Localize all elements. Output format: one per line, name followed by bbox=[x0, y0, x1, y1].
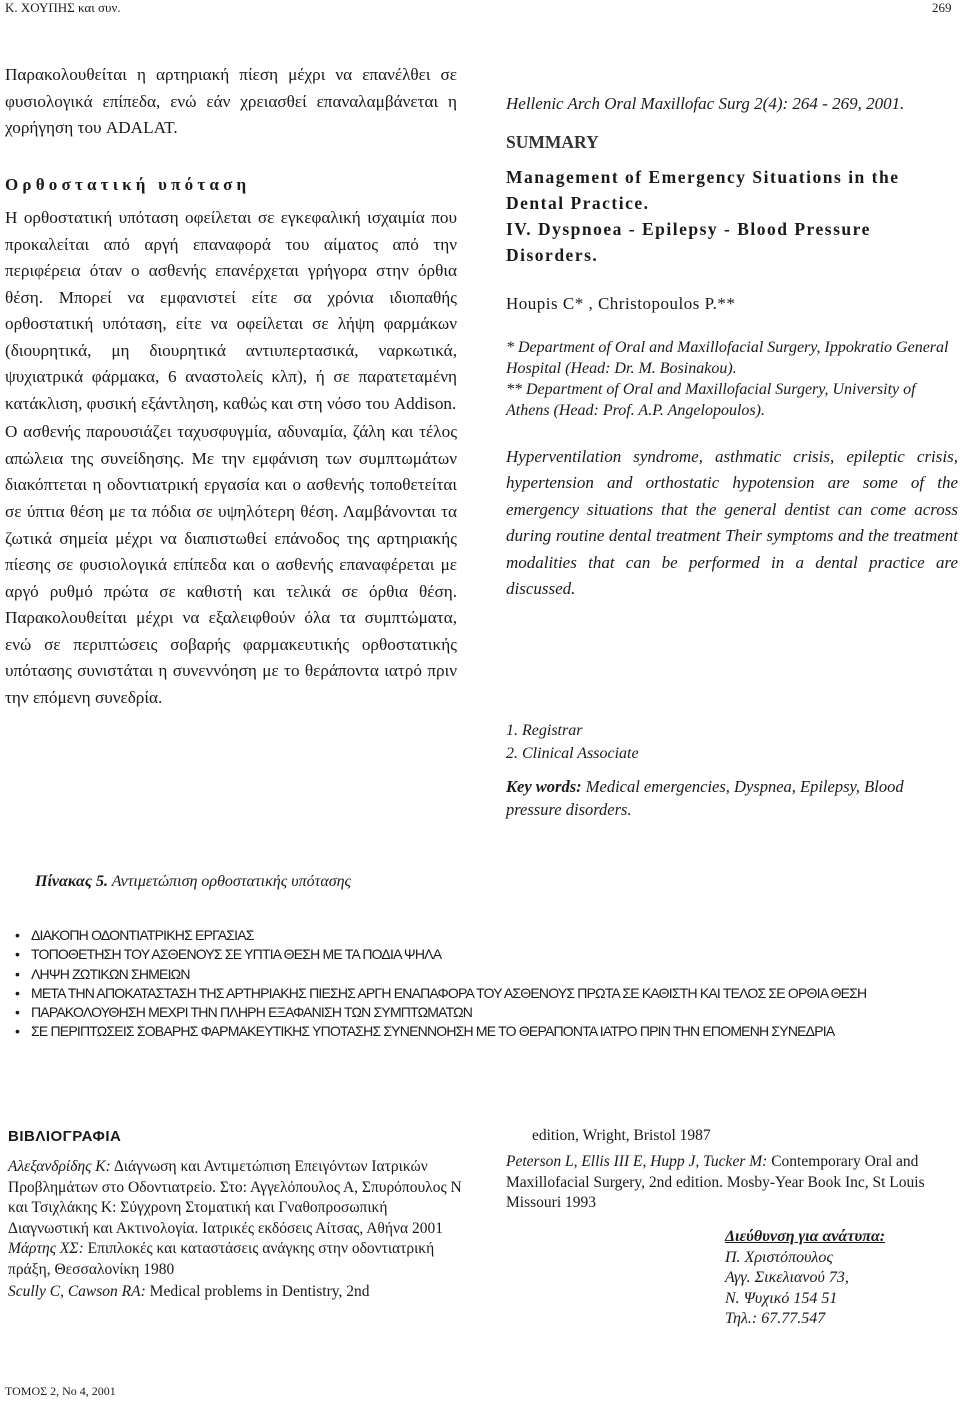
table-bullet-item bbox=[15, 965, 935, 984]
bullet-dot: • bbox=[15, 984, 20, 1001]
correspondence-name: Π. Χριστόπουλος bbox=[725, 1248, 833, 1266]
table-bullet-item bbox=[15, 945, 935, 964]
reference-1-authors: Αλεξανδρίδης Κ: bbox=[8, 1158, 111, 1175]
issue-footer: ΤΟΜΟΣ 2, Νο 4, 2001 bbox=[5, 1384, 116, 1398]
left-column bbox=[5, 62, 457, 142]
reference-1-text: Διάγνωση και Αντιμετώπιση Επειγόντων Ιατρικών Προβλημάτων στο Οδοντιατρείο. Στο: Αγγελόπουλος Α, Σπυρόπουλος Ν και Τσιχλάκης Κ: Σύγχρονη Στοματική και Γναθοπροσωπική Διαγνωστική και Ακτινολογία. Ιατρικές εκδόσεις Αίτσας, Αθήνα 2001 bbox=[8, 1158, 462, 1237]
correspondence-label: Διεύθυνση για ανάτυπα: bbox=[725, 1228, 886, 1245]
bullet-text: ΔΙΑΚΟΠΗ ΟΔΟΝΤΙΑΤΡΙΚΗΣ ΕΡΓΑΣΙΑΣ bbox=[31, 927, 254, 943]
table-caption-label: Πίνακας 5. bbox=[35, 873, 108, 890]
reference-4-authors: Peterson L, Ellis III E, Hupp J, Tucker M: bbox=[506, 1153, 768, 1170]
reference-3 bbox=[8, 1282, 463, 1303]
abstract: Hyperventilation syndrome, asthmatic crisis, epileptic crisis, hypertension and orthostatic hypotension are some of the emergency situations that the general dentist can come across during routine dental treatment Their symptoms and the treatment modalities that can be performed in a dental practice are discussed. bbox=[506, 447, 958, 599]
bullet-dot: • bbox=[15, 965, 20, 982]
references-left bbox=[8, 1157, 463, 1303]
references-heading: ΒΙΒΛΙΟΓΡΑΦΙΑ bbox=[8, 1128, 122, 1145]
correspondence-address bbox=[725, 1227, 955, 1330]
bullet-text: ΤΟΠΟΘΕΤΗΣΗ ΤΟΥ ΑΣΘΕΝΟΥΣ ΣΕ ΥΠΤΙΑ ΘΕΣΗ ΜΕ ΤΑ ΠΟΔΙΑ ΨΗΛΑ bbox=[31, 946, 442, 963]
paragraph-orthostatic-management: Ο ασθενής παρουσιάζει ταχυσφυγμία, αδυναμία, ζάλη και τέλος απώλεια της συνείδησης. Με την εμφάνιση των συμπτωμάτων διακόπτεται η οδοντιατρική εργασία και ο ασθενής τοποθετείται σε ύπτια θέση με τα πόδια σε υψηλότερη θέση. Λαμβάνονται τα ζωτικά σημεία μέχρι να διαπιστωθεί επάνοδος της αρτηριακής πίεσης σε φυσιολογικά επίπεδα και ο ασθενής επαναφέρεται με αργό ρυθμό πρώτα σε καθιστή και τελικά σε όρθια θέση. Παρακολουθείται μέχρι να εξαλειφθούν όλα τα συμπτώματα, ενώ σε περιπτώσεις σοβαρής φαρμακευτικής ορθοστατικής υπότασης συνιστάται η συνεννόηση με το θεράποντα ιατρό πριν την επόμενη συνεδρία. bbox=[5, 422, 457, 707]
authors: Houpis C* , Christopoulos P.** bbox=[506, 294, 736, 313]
reference-3-authors: Scully C, Cawson RA: bbox=[8, 1283, 146, 1300]
table-bullet-item bbox=[15, 984, 935, 1003]
reference-2-authors: Μάρτης ΧΣ: bbox=[8, 1240, 84, 1257]
keywords bbox=[506, 775, 958, 821]
table-bullet-item bbox=[15, 1003, 935, 1022]
correspondence-street: Αγγ. Σικελιανού 73, bbox=[725, 1269, 849, 1286]
paragraph-adalat: Παρακολουθείται η αρτηριακή πίεση μέχρι να επανέλθει σε φυσιολογικά επίπεδα, ενώ εάν χρειασθεί επαναλαμβάνεται η χορήγηση του ADALAT. bbox=[5, 65, 457, 138]
title-line-2: IV. Dyspnoea - Epilepsy - Blood Pressure Disorders. bbox=[506, 219, 871, 265]
table-bullet-list bbox=[15, 926, 935, 1042]
reference-3-text: Medical problems in Dentistry, 2nd bbox=[145, 1283, 370, 1300]
reference-4 bbox=[506, 1152, 958, 1214]
bullet-text: ΠΑΡΑΚΟΛΟΥΘΗΣΗ ΜΕΧΡΙ ΤΗΝ ΠΛΗΡΗ ΕΞΑΦΑΝΙΣΗ ΤΩΝ ΣΥΜΠΤΩΜΑΤΩΝ bbox=[31, 1004, 473, 1021]
footnotes bbox=[506, 719, 958, 765]
table-caption bbox=[35, 873, 351, 891]
reference-4-text: Contemporary Oral and Maxillofacial Surgery, 2nd edition. Mosby-Year Book Inc, St Louis Missouri 1993 bbox=[506, 1153, 925, 1211]
journal-citation: Hellenic Arch Oral Maxillofac Surg 2(4): 264 - 269, 2001. bbox=[506, 94, 905, 113]
left-column-body bbox=[5, 205, 457, 711]
bullet-text: ΣΕ ΠΕΡΙΠΤΩΣΕΙΣ ΣΟΒΑΡΗΣ ΦΑΡΜΑΚΕΥΤΙΚΗΣ ΥΠΟΤΑΣΗΣ ΣΥΝΕΝΝΟΗΣΗ ΜΕ ΤΟ ΘΕΡΑΠΟΝΤΑ ΙΑΤΡΟ ΠΡΙΝ ΤΗΝ ΕΠΟΜΕΝΗ ΣΥΝΕΔΡΙΑ bbox=[31, 1023, 835, 1040]
footnote-clinical-associate: 2. Clinical Associate bbox=[506, 745, 639, 762]
reference-2-text: Επιπλοκές και καταστάσεις ανάγκης στην οδοντιατρική πράξη, Θεσσαλονίκη 1980 bbox=[8, 1240, 435, 1278]
keywords-text: Medical emergencies, Dyspnea, Epilepsy, Blood pressure disorders. bbox=[506, 777, 904, 819]
affiliation-2: ** Department of Oral and Maxillofacial Surgery, University of Athens (Head: Prof. A.P. Angelopoulos). bbox=[506, 381, 916, 419]
table-bullet-item bbox=[15, 1022, 935, 1041]
affiliation-1: * Department of Oral and Maxillofacial Surgery, Ippokratio General Hospital (Head: Dr. M. Bosinakou). bbox=[506, 339, 949, 377]
correspondence-city: Ν. Ψυχικό 154 51 bbox=[725, 1289, 838, 1307]
section-heading-orthostatic: Ορθοστατική υπόταση bbox=[5, 175, 251, 194]
english-title bbox=[506, 164, 958, 268]
bullet-text: ΜΕΤΑ ΤΗΝ ΑΠΟΚΑΤΑΣΤΑΣΗ ΤΗΣ ΑΡΤΗΡΙΑΚΗΣ ΠΙΕΣΗΣ ΑΡΓΗ ΕΝΑΠΑΦΟΡΑ ΤΟΥ ΑΣΘΕΝΟΥΣ ΠΡΩΤΑ ΣΕ ΚΑΘΙΣΤΗ ΚΑΙ ΤΕΛΟΣ ΣΕ ΟΡΘΙΑ ΘΕΣΗ bbox=[31, 984, 867, 1001]
correspondence-phone: Τηλ.: 67.77.547 bbox=[725, 1310, 826, 1327]
title-line-1: Management of Emergency Situations in the Dental Practice. bbox=[506, 167, 900, 213]
summary-label: SUMMARY bbox=[506, 132, 599, 152]
running-head-authors: Κ. ΧΟΥΠΗΣ και συν. bbox=[5, 0, 121, 15]
reference-3-continued: edition, Wright, Bristol 1987 bbox=[532, 1127, 711, 1144]
table-caption-text: Αντιμετώπιση ορθοστατικής υπότασης bbox=[108, 873, 352, 890]
table-bullet-item bbox=[15, 926, 935, 945]
bullet-dot: • bbox=[15, 1023, 20, 1040]
keywords-label: Key words: bbox=[506, 777, 582, 796]
bullet-text: ΛΗΨΗ ΖΩΤΙΚΩΝ ΣΗΜΕΙΩΝ bbox=[31, 965, 190, 982]
affiliations bbox=[506, 337, 958, 421]
footnote-registrar: 1. Registrar bbox=[506, 722, 583, 739]
reference-1 bbox=[8, 1157, 463, 1239]
paragraph-orthostatic-cause: Η ορθοστατική υπόταση οφείλεται σε εγκεφαλική ισχαιμία που προκαλείται από αργή επαναφορά του αίματος από την περιφέρεια όταν ο ασθενής επανέρχεται γρήγορα στην όρθια θέση. Μπορεί να εμφανιστεί είτε σα χρόνια ιδιοπαθής ορθοστατική υπόταση, είτε να οφείλεται σε λήψη φαρμάκων (διουρητικά, μη διουρητικά αντιυπερτασικά, ναρκωτικά, ψυχιατρικά φάρμακα, 6 αναστολείς κλπ), ή σε παρατεταμένη κατάκλιση, φυσική εξάντληση, καθώς και στη νόσο του Addison. bbox=[5, 208, 457, 413]
bullet-dot: • bbox=[15, 927, 20, 943]
reference-2 bbox=[8, 1239, 463, 1280]
bullet-dot: • bbox=[15, 1004, 20, 1021]
page-number: 269 bbox=[932, 0, 952, 15]
bullet-dot: • bbox=[15, 946, 20, 963]
